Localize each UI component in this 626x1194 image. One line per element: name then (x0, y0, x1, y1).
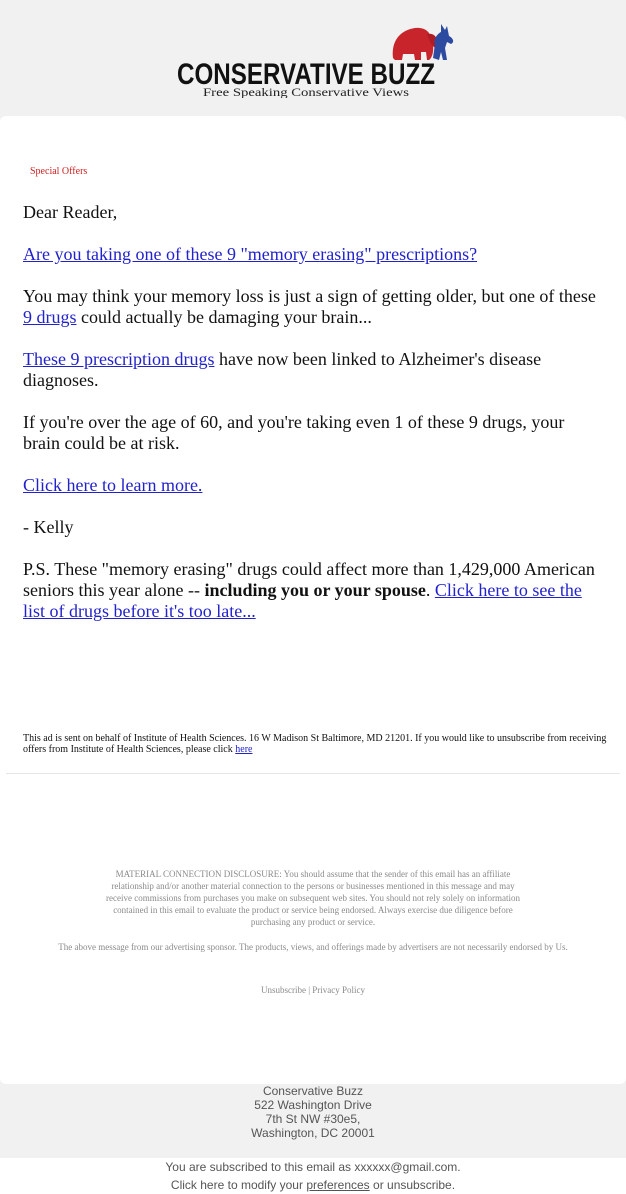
email-header (0, 0, 626, 116)
category-label: Special Offers (30, 166, 88, 177)
prescription-drugs-link[interactable]: These 9 prescription drugs (23, 349, 215, 369)
sponsor-disclaimer: The above message from our advertising sponsor. The products, views, and offerings made by advertisers are not necessarily endorsed by Us. (58, 942, 568, 952)
footer-links: Unsubscribe | Privacy Policy (260, 985, 366, 995)
subscription-email: You are subscribed to this email as xxxxxx@gmail.com. (165, 1160, 461, 1174)
paragraph-2: These 9 prescription drugs have now been linked to Alzheimer's disease diagnoses. (23, 349, 542, 390)
logo-graphic (175, 18, 455, 98)
postscript: P.S. These "memory erasing" drugs could affect more than 1,429,000 American seniors this year alone -- including you or your spouse. Click here to see the list of drugs before it's too late... (23, 559, 595, 621)
signoff: - Kelly (23, 517, 74, 537)
elephant-icon (393, 28, 437, 60)
mailing-address: Conservative Buzz 522 Washington Drive 7th St NW #30e5, Washington, DC 20001 (251, 1084, 375, 1140)
privacy-policy-link[interactable]: Privacy Policy (312, 985, 366, 995)
site-logo[interactable] (175, 18, 455, 98)
brand-tagline: Free Speaking Conservative Views (203, 85, 410, 98)
advertiser-unsubscribe-link[interactable]: here (235, 744, 253, 755)
email-card (0, 116, 626, 1084)
divider (6, 773, 620, 774)
sponsor-notice: This ad is sent on behalf of Institute of Health Sciences. 16 W Madison St Baltimore, MD 21201. If you would like to unsubscribe from receiving offers from Institute of Health Sciences, please click here (23, 733, 607, 755)
headline-link[interactable]: Are you taking one of these 9 "memory erasing" prescriptions? (23, 244, 478, 264)
material-disclosure: MATERIAL CONNECTION DISCLOSURE: You should assume that the sender of this email has an affiliate relationship and/or another material connection to the persons or businesses mentioned in this message and may receive commissions from purchases you make on subsequent web sites. You should not rely solely on information contained in this email to evaluate the product or service being endorsed. Always exercise due diligence before purchasing any product or service. (106, 869, 520, 927)
preferences-line: Click here to modify your preferences or unsubscribe. (170, 1178, 456, 1192)
greeting: Dear Reader, (23, 202, 118, 222)
email-body (23, 202, 603, 643)
drug-list-link[interactable]: Click here to see the list of drugs before it's too late... (23, 580, 582, 621)
postscript-emphasis: including you or your spouse (204, 580, 426, 600)
subscription-footer (0, 1158, 626, 1194)
paragraph-3: If you're over the age of 60, and you're taking even 1 of these 9 drugs, your brain could be at risk. (23, 412, 565, 453)
brand-name: CONSERVATIVE BUZZ (177, 58, 435, 91)
paragraph-1: You may think your memory loss is just a sign of getting older, but one of these 9 drugs could actually be damaging your brain... (23, 286, 596, 327)
donkey-icon (433, 24, 453, 60)
learn-more-link[interactable]: Click here to learn more. (23, 475, 203, 495)
preferences-link[interactable]: preferences (306, 1178, 370, 1192)
unsubscribe-link[interactable]: Unsubscribe (260, 985, 306, 995)
nine-drugs-link[interactable]: 9 drugs (23, 307, 77, 327)
